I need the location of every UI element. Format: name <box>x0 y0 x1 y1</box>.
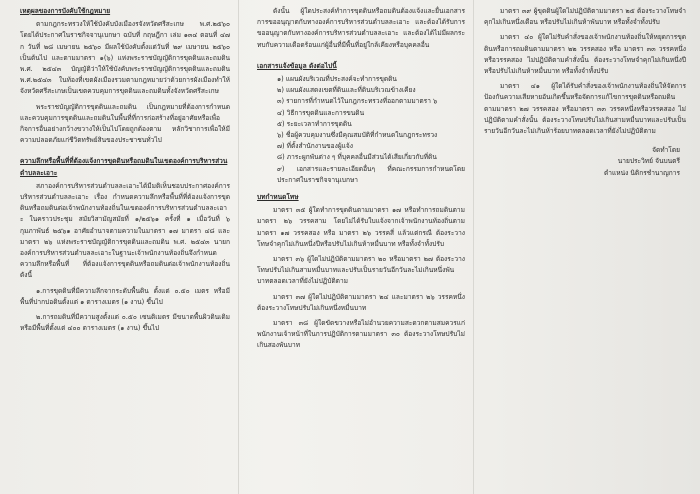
list-item: ๒) แผนผังแสดงเขตที่ดินและที่ดินบริเวณข้างเคียง <box>277 86 416 95</box>
paragraph: ๑.การขุดดินที่มีความลึกจากระดับพื้นดิน ตั้งแต่ ๐.๕๐ เมตร หรือมีพื้นที่ปากบ่อดินตั้งแต่ ๑ ตารางเมตร (๑ งาน) ขึ้นไป <box>20 286 230 306</box>
signature-block <box>484 145 686 179</box>
paragraph: มาตรา ๓๖ ผู้ใดไม่ปฏิบัติตามมาตรา ๒๐ หรือมาตรา ๒๗ ต้องระวางโทษปรับไม่เกินสามหมื่นบาทและปรับเป็นรายวันอีกวันละไม่เกินหนึ่งพันบาทตลอดเวลาที่ยังไม่ปฏิบัติตาม <box>257 255 465 286</box>
list-item: ๕) ระยะเวลาทำการขุดดิน <box>277 119 352 128</box>
section-heading: เหตุผลของการบังคับใช้กฎหมาย <box>20 7 111 15</box>
paragraph: มาตรา ๓๕ ผู้ใดทำการขุดดินตามมาตรา ๑๗ หรือทำการถมดินตามมาตรา ๒๖ วรรคสาม โดยไม่ได้รับใบแจ้งจากเจ้าพนักงานท้องถิ่นตามมาตรา ๑๗ วรรคสอง หรือ มาตรา ๒๖ วรรคสี่ แล้วแต่กรณี ต้องระวางโทษจำคุกไม่เกินหนึ่งปีหรือปรับไม่เกินห้าหมื่นบาท หรือทั้งจำทั้งปรับ <box>257 206 465 248</box>
paragraph: ดังนั้น ผู้ใดประสงค์ทำการขุดดินหรือถมดินต้องแจ้งและยื่นเอกสารการขออนุญาตกับทางองค์การบริหารส่วนตำบลละเอาะ และต้องได้รับการขออนุญาตกับทางองค์การบริหารส่วนตำบลละเอาะ และต้องได้ไม่มีผลกระทบกับความเดือดร้อนแก่ผู้อื่นที่มีพื้นที่อยู่ใกล้เคียงหรือบุคคลอื่น <box>257 7 465 49</box>
list-item: ๙) เอกสารและรายละเอียดอื่นๆ ที่คณะกรรมการกำหนดโดยประกาศในราชกิจจานุเบกษา <box>277 164 465 184</box>
paragraph: มาตรา ๓๙ ผู้ขุดดินผู้ใดไม่ปฏิบัติตามมาตรา ๒๕ ต้องระวางโทษจำคุกไม่เกินหนึ่งเดือน หรือปรับไม่เกินห้าพันบาท หรือทั้งจำทั้งปรับ <box>484 7 686 27</box>
paragraph: มาตรา ๓๗ ผู้ใดไม่ปฏิบัติตามมาตรา ๒๔ และมาตรา ๒๖ วรรคหนึ่ง ต้องระวางโทษปรับไม่เกินหนึ่งหมื่นบาท <box>257 292 465 312</box>
list-item: ๘) ภาระผูกพันต่าง ๆ ที่บุคคลอื่นมีส่วนได้เสียเกี่ยวกับที่ดิน <box>277 153 437 162</box>
prepared-by-label: จัดทำโดย <box>652 146 680 155</box>
paragraph: มาตรา ๔๐ ผู้ใดไม่รับคำสั่งของเจ้าพนักงานท้องถิ่นให้หยุดการขุดดินหรือการถมดินตามมาตรา ๒๒ วรรคสอง หรือ มาตรา ๓๓ วรรคหนึ่งหรือวรรคสอง ไม่ปฏิบัติตามคำสั่งนั้น ต้องระวางโทษจำคุกไม่เกินหนึ่งปีหรือปรับไม่เกินห้าหมื่นบาท หรือทั้งจำทั้งปรับ <box>484 33 686 76</box>
list-item: ๗) ที่ตั้งสำนักงานของผู้แจ้ง <box>277 142 354 151</box>
paragraph: มาตรา ๓๘ ผู้ใดขัดขวางหรือไม่อำนวยความสะดวกตามสมควรแก่พนักงานเจ้าหน้าที่ในการปฏิบัติการตามมาตรา ๓๐ ต้องระวางโทษปรับไม่เกินสองพันบาท <box>257 319 465 350</box>
list-item: ๔) วิธีการขุดดินและการขนดิน <box>277 108 365 117</box>
section-heading: เอกสารแจ้งข้อมูล ดังต่อไปนี้ <box>257 61 337 70</box>
column-left <box>20 6 230 338</box>
fold-line <box>473 0 474 494</box>
list-item: ๖) ชื่อผู้ควบคุมงานซึ่งมีคุณสมบัติที่กำหนดในกฎกระทรวง <box>277 131 438 140</box>
paragraph: ตามกฎกระทรวงให้ใช้บังคับบังเมืองรจังหวัดศรีสะเกษ พ.ศ.๒๕๖๐ โดยได้ประกาศในราชกิจจานุเบกษา ฉบับที่ กฤษฎีกา เล่ม ๑๓๔ ตอนที่ ๔๗ ก วันที่ ๒๘ เมษายน ๒๕๖๐ มีผลใช้บังคับตั้งแต่วันที่ ๒๙ เมษายน ๒๕๖๐ เป็นต้นไป และตามมาตรา ๑(๖) แห่งพระราชบัญญัติการขุดดินและถมดิน พ.ศ. ๒๕๔๓ บัญญัติว่าให้ใช้บังคับพระราชบัญญัติการขุดดินและถมดิน พ.ศ.๒๕๔๓ ในท้องที่เขตผังเมืองรวมตามกฎหมายว่าด้วยการผังเมืองทำให้จังหวัดศรีสะเกษเป็นเขตควบคุมการขุดดินและถมดินทั้งจังหวัดศรีสะเกษ <box>20 20 230 96</box>
fold-line <box>238 0 239 494</box>
section-heading: ความลึกหรือพื้นที่ที่ต้องแจ้งการขุดดินหรือถมดินในเขตองค์การบริหารส่วนตำบลละเอาะ <box>20 157 228 177</box>
paragraph: สภาองค์การบริหารส่วนตำบลละเอาะได้มีมติเห็นชอบประกาศองค์การบริหารส่วนตำบลละเอาะ เรื่อง กำหนดความลึกหรือพื้นที่ที่ต้องแจ้งการขุดดินหรือถมดินต่อเจ้าพนักงานท้องถิ่นในเขตองค์การบริหารส่วนตำบลละเอาะ ในคราวประชุม สมัยวิสามัญสมัยที่ ๑/๒๕๖๑ ครั้งที่ ๑ เมื่อวันที่ ๖ กุมภาพันธ์ ๒๕๖๑ อาศัยอำนาจตามความในมาตรา ๑๗ มาตรา ๔๘ และมาตรา ๒๖ แห่งพระราชบัญญัติการขุดดินและถมดิน พ.ศ. ๒๕๔๓ นายกองค์การบริหารส่วนตำบลละเอาะในฐานะเจ้าพนักงานท้องถิ่นจึงกำหนดความลึกหรือพื้นที่ ที่ต้องแจ้งการขุดดินหรือถมดินต่อเจ้าพนักงานท้องถิ่น ดังนี้ <box>20 181 230 280</box>
paragraph: ๒.การถมดินที่มีความสูงตั้งแต่ ๐.๕๐ เซนติเมตร มีขนาดพื้นผิวดินเดิม หรือมีพื้นที่ตั้งแต่ ๔๐๐ ตารางเมตร (๑ งาน) ขึ้นไป <box>20 313 230 333</box>
column-right <box>484 6 686 179</box>
section-heading: บทกำหนดโทษ <box>257 193 299 202</box>
list-item: ๑) แผนผังบริเวณที่ประสงค์จะทำการขุดดิน <box>277 75 397 84</box>
author-name: นายประวิทย์ จันบนตรี <box>617 157 680 166</box>
author-position: ตำแหน่ง นิติกรชำนาญการ <box>604 168 680 177</box>
paragraph: พระราชบัญญัติการขุดดินและถมดิน เป็นกฎหมายที่ต้องการกำหนดและควบคุมการขุดดินและถมดินในพื้นที่ที่การก่อสร้างที่อยู่อาศัยหรือเพื่อกิจการอื่นอย่างกว้างขวางให้เป็นไปโดยถูกต้องตาม หลักวิชาการเพื่อให้มีความปลอดภัยแก่ชีวิตทรัพย์สินของประชาชนทั่วไป <box>20 102 230 145</box>
column-middle <box>257 6 465 356</box>
paragraph: มาตรา ๔๑ ผู้ใดได้รับคำสั่งของเจ้าพนักงานท้องถิ่นให้จัดการป้องกันความเสียหายอันเกิดขึ้นหรือจัดการแก้ไขการขุดดินหรือถมดินตามมาตรา ๒๗ วรรคสอง หรือมาตรา ๓๓ วรรคหนึ่งหรือวรรคสอง ไม่ปฏิบัติตามคำสั่งนั้น ต้องระวางโทษปรับไม่เกินสามหมื่นบาทและปรับเป็นรายวันอีกวันละไม่เกินห้าร้อยบาทตลอดเวลาที่ยังไม่ปฏิบัติตาม <box>484 82 686 136</box>
list-item: ๓) รายการที่กำหนดไว้ในกฎกระทรวงที่ออกตามมาตรา ๖ <box>277 97 438 106</box>
